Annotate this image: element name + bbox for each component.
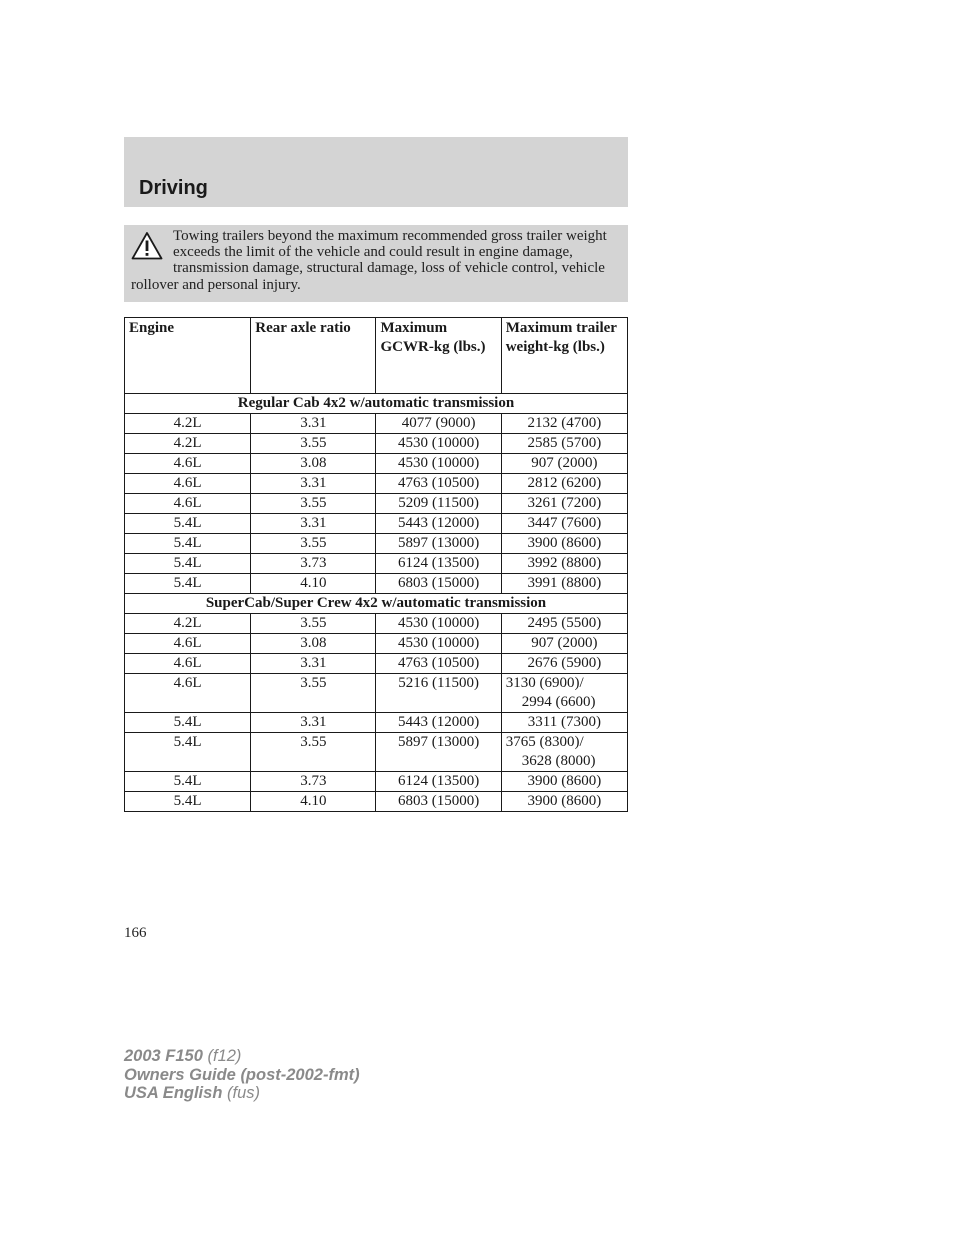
axle-ratio-cell: 3.73 (251, 772, 376, 792)
gcwr-cell: 4530 (10000) (376, 634, 501, 654)
engine-cell: 5.4L (125, 554, 251, 574)
axle-ratio-cell: 3.08 (251, 454, 376, 474)
table-row (125, 454, 628, 474)
engine-cell: 4.6L (125, 494, 251, 514)
engine-cell: 4.2L (125, 414, 251, 434)
axle-ratio-cell: 3.55 (251, 534, 376, 554)
table-row (125, 634, 628, 654)
table-row (125, 474, 628, 494)
engine-cell: 5.4L (125, 534, 251, 554)
table-row (125, 514, 628, 534)
footer-line-2 (124, 1066, 360, 1085)
warning-text: Towing trailers beyond the maximum recommended gross trailer weight exceeds the limit of the vehicle and could result in engine damage, transmission damage, structural damage, loss of vehicle control, vehicle rollover and personal injury. (131, 228, 607, 293)
trailer-weight-cell: 2132 (4700) (501, 414, 627, 434)
axle-ratio-cell: 3.55 (251, 674, 376, 713)
table-row (125, 654, 628, 674)
axle-ratio-cell: 3.31 (251, 713, 376, 733)
section-header (124, 137, 628, 207)
engine-cell: 4.6L (125, 474, 251, 494)
document-footer (124, 1047, 360, 1103)
footer-line-3 (124, 1084, 360, 1103)
gcwr-cell: 4077 (9000) (376, 414, 501, 434)
footer-language-code: (fus) (222, 1084, 260, 1102)
gcwr-cell: 5443 (12000) (376, 713, 501, 733)
engine-cell: 5.4L (125, 514, 251, 534)
table-group-row (125, 594, 628, 614)
trailer-weight-cell: 3261 (7200) (501, 494, 627, 514)
gcwr-cell: 5216 (11500) (376, 674, 501, 713)
gcwr-cell: 4530 (10000) (376, 614, 501, 634)
trailer-weight-cell: 3311 (7300) (501, 713, 627, 733)
trailer-weight-cell: 907 (2000) (501, 634, 627, 654)
engine-cell: 4.2L (125, 434, 251, 454)
engine-cell: 5.4L (125, 733, 251, 772)
gcwr-cell: 6124 (13500) (376, 554, 501, 574)
gcwr-cell: 6803 (15000) (376, 792, 501, 812)
footer-language: USA English (124, 1084, 223, 1102)
trailer-weight-cell: 3992 (8800) (501, 554, 627, 574)
engine-cell: 4.6L (125, 674, 251, 713)
towing-spec-table (124, 317, 628, 812)
group-title: SuperCab/Super Crew 4x2 w/automatic transmission (125, 594, 628, 614)
trailer-weight-cell: 3765 (8300)/ 3628 (8000) (501, 733, 627, 772)
engine-cell: 4.6L (125, 654, 251, 674)
table-body (125, 394, 628, 812)
footer-guide: Owners Guide (post-2002-fmt) (124, 1065, 360, 1084)
axle-ratio-cell: 3.73 (251, 554, 376, 574)
axle-ratio-cell: 3.31 (251, 474, 376, 494)
trailer-weight-cell: 3130 (6900)/ 2994 (6600) (501, 674, 627, 713)
header-max-trailer-weight: Maximum trailer weight-kg (lbs.) (501, 318, 627, 394)
header-max-gcwr: Maximum GCWR-kg (lbs.) (376, 318, 501, 394)
engine-cell: 5.4L (125, 574, 251, 594)
trailer-weight-cell: 3900 (8600) (501, 792, 627, 812)
axle-ratio-cell: 3.55 (251, 434, 376, 454)
trailer-weight-cell: 2495 (5500) (501, 614, 627, 634)
axle-ratio-cell: 3.31 (251, 514, 376, 534)
trailer-weight-cell: 2585 (5700) (501, 434, 627, 454)
page-number: 166 (124, 925, 147, 941)
table-row (125, 414, 628, 434)
trailer-weight-cell: 2676 (5900) (501, 654, 627, 674)
table-row (125, 713, 628, 733)
engine-cell: 4.6L (125, 634, 251, 654)
table-row (125, 554, 628, 574)
table-row (125, 772, 628, 792)
table-row (125, 574, 628, 594)
footer-line-1 (124, 1047, 360, 1066)
engine-cell: 4.2L (125, 614, 251, 634)
engine-cell: 5.4L (125, 713, 251, 733)
engine-cell: 5.4L (125, 772, 251, 792)
trailer-weight-cell: 3991 (8800) (501, 574, 627, 594)
gcwr-cell: 5209 (11500) (376, 494, 501, 514)
gcwr-cell: 6124 (13500) (376, 772, 501, 792)
header-rear-axle-ratio: Rear axle ratio (251, 318, 376, 394)
section-title: Driving (139, 177, 208, 199)
axle-ratio-cell: 4.10 (251, 792, 376, 812)
table-row (125, 614, 628, 634)
warning-box (124, 225, 628, 302)
table-row (125, 534, 628, 554)
group-title: Regular Cab 4x2 w/automatic transmission (125, 394, 628, 414)
engine-cell: 4.6L (125, 454, 251, 474)
gcwr-cell: 5897 (13000) (376, 733, 501, 772)
axle-ratio-cell: 4.10 (251, 574, 376, 594)
table-row (125, 674, 628, 713)
trailer-weight-cell: 3447 (7600) (501, 514, 627, 534)
axle-ratio-cell: 3.31 (251, 654, 376, 674)
table-header-row (125, 318, 628, 394)
table-group-row (125, 394, 628, 414)
header-engine: Engine (125, 318, 251, 394)
warning-triangle-icon (131, 231, 163, 261)
gcwr-cell: 6803 (15000) (376, 574, 501, 594)
axle-ratio-cell: 3.55 (251, 733, 376, 772)
axle-ratio-cell: 3.08 (251, 634, 376, 654)
gcwr-cell: 4763 (10500) (376, 654, 501, 674)
table-row (125, 733, 628, 772)
trailer-weight-cell: 3900 (8600) (501, 534, 627, 554)
gcwr-cell: 5443 (12000) (376, 514, 501, 534)
gcwr-cell: 4763 (10500) (376, 474, 501, 494)
gcwr-cell: 4530 (10000) (376, 434, 501, 454)
trailer-weight-cell: 2812 (6200) (501, 474, 627, 494)
axle-ratio-cell: 3.31 (251, 414, 376, 434)
footer-model-code: (f12) (202, 1047, 242, 1065)
footer-model: 2003 F150 (124, 1047, 203, 1065)
trailer-weight-cell: 3900 (8600) (501, 772, 627, 792)
gcwr-cell: 5897 (13000) (376, 534, 501, 554)
table-row (125, 792, 628, 812)
table-row (125, 434, 628, 454)
gcwr-cell: 4530 (10000) (376, 454, 501, 474)
engine-cell: 5.4L (125, 792, 251, 812)
trailer-weight-cell: 907 (2000) (501, 454, 627, 474)
axle-ratio-cell: 3.55 (251, 494, 376, 514)
table-row (125, 494, 628, 514)
axle-ratio-cell: 3.55 (251, 614, 376, 634)
